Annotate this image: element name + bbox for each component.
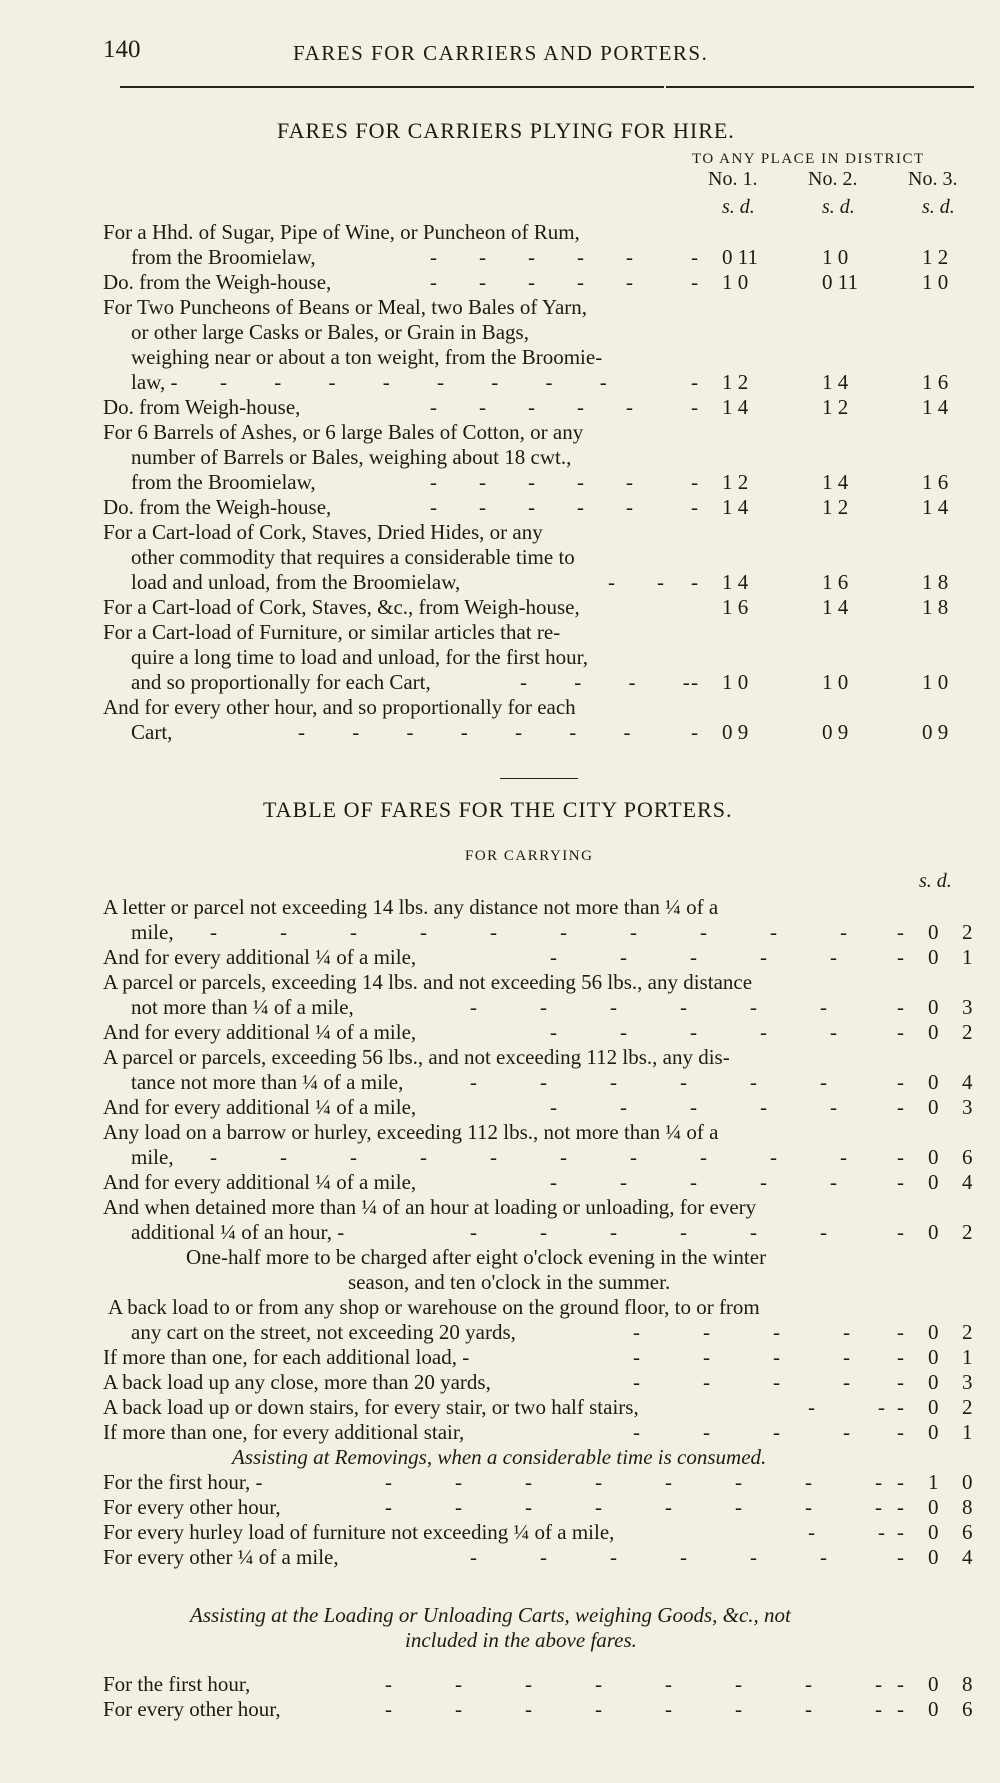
section-divider — [500, 778, 578, 779]
carrier-line: For a Hhd. of Sugar, Pipe of Wine, or Puncheon of Rum, — [103, 220, 580, 244]
fare-s: 0 — [928, 1345, 939, 1369]
leader-dash: - — [691, 470, 698, 494]
fare-cell: 1 0 — [722, 670, 749, 694]
fare-cell: 1 4 — [822, 470, 849, 494]
fare-s: 0 — [928, 1520, 939, 1544]
leader-dashes: - - - - - — [430, 495, 633, 519]
column-no-2: No. 2. — [808, 168, 858, 190]
fare-cell: 1 4 — [922, 395, 949, 419]
porter-line: And for every additional ¼ of a mile, — [103, 1095, 417, 1119]
fare-cell: 1 6 — [922, 370, 949, 394]
fare-cell: 0 9 — [922, 720, 949, 744]
carrier-line: quire a long time to load and unload, for the first hour, — [131, 645, 588, 669]
carrier-line: For Two Puncheons of Beans or Meal, two Bales of Yarn, — [103, 295, 588, 319]
leader-dashes: - - - - - - - - — [385, 1672, 882, 1696]
leader-dash: - — [897, 1672, 904, 1696]
fare-d: 6 — [962, 1520, 973, 1544]
porter-line: A letter or parcel not exceeding 14 lbs. any distance not more than ¼ of a — [103, 895, 719, 919]
leader-dashes: - - - - - — [430, 245, 633, 269]
carrier-line: other commodity that requires a considerable time to — [131, 545, 575, 569]
fare-cell: 0 9 — [822, 720, 849, 744]
fare-d: 3 — [962, 1370, 973, 1394]
fare-s: 0 — [928, 995, 939, 1019]
porter-line: For the first hour, — [103, 1672, 251, 1696]
leader-dash: - — [691, 395, 698, 419]
carrier-line: load and unload, from the Broomielaw, — [131, 570, 461, 594]
fare-cell: 1 0 — [822, 670, 849, 694]
fare-d: 2 — [962, 1395, 973, 1419]
leader-dash: - — [897, 1395, 904, 1419]
fare-d: 4 — [962, 1070, 973, 1094]
carrier-line: For a Cart-load of Cork, Staves, &c., from Weigh-house, — [103, 595, 580, 619]
fare-s: 0 — [928, 1672, 939, 1696]
leader-dashes: - - - - - - - - - - — [210, 920, 847, 944]
leader-dash: - — [897, 1170, 904, 1194]
fare-cell: 1 4 — [722, 570, 749, 594]
leader-dash: - — [897, 1420, 904, 1444]
fare-d: 0 — [962, 1470, 973, 1494]
running-title: FARES FOR CARRIERS AND PORTERS. — [293, 41, 709, 65]
fare-s: 0 — [928, 1420, 939, 1444]
unit-col-3: s. d. — [922, 196, 955, 218]
leader-dash: - — [897, 1470, 904, 1494]
fare-s: 0 — [928, 920, 939, 944]
fare-d: 1 — [962, 1345, 973, 1369]
porter-line: A back load up or down stairs, for every stair, or two half stairs, — [103, 1395, 639, 1419]
porter-note: One-half more to be charged after eight o'clock evening in the winter — [186, 1245, 767, 1269]
fare-cell: 1 2 — [822, 395, 849, 419]
fare-s: 0 — [928, 1220, 939, 1244]
carrier-line: Do. from Weigh-house, — [103, 395, 301, 419]
leader-dash: - — [897, 920, 904, 944]
porter-line: And when detained more than ¼ of an hour at loading or unloading, for every — [103, 1195, 757, 1219]
carrier-line: from the Broomielaw, — [131, 245, 316, 269]
column-no-1: No. 1. — [708, 168, 758, 190]
district-header: TO ANY PLACE IN DISTRICT — [692, 151, 925, 167]
porter-line: A back load up any close, more than 20 yards, — [103, 1370, 491, 1394]
fare-d: 3 — [962, 995, 973, 1019]
carrier-line: For 6 Barrels of Ashes, or 6 large Bales of Cotton, or any — [103, 420, 584, 444]
fare-cell: 1 4 — [922, 495, 949, 519]
fare-d: 2 — [962, 1320, 973, 1344]
fare-s: 0 — [928, 1070, 939, 1094]
leader-dashes: - - - - - - — [470, 1545, 827, 1569]
leader-dashes: - - - - - - - - — [220, 370, 607, 394]
leader-dashes: - - - - - — [550, 1170, 837, 1194]
fare-cell: 1 2 — [822, 495, 849, 519]
leader-dashes: - - - - — [520, 670, 690, 694]
porter-line: not more than ¼ of a mile, — [131, 995, 354, 1019]
carrier-line: Do. from the Weigh-house, — [103, 495, 332, 519]
leader-dash: - — [691, 495, 698, 519]
leader-dash: - — [897, 945, 904, 969]
carrier-line: from the Broomielaw, — [131, 470, 316, 494]
porter-line: any cart on the street, not exceeding 20 yards, — [131, 1320, 516, 1344]
leader-dashes: - - - - - — [430, 270, 633, 294]
leader-dashes: - - - - — [633, 1370, 850, 1394]
carrier-line: or other large Casks or Bales, or Grain in Bags, — [131, 320, 529, 344]
leader-dash: - — [691, 720, 698, 744]
porter-line: And for every additional ¼ of a mile, — [103, 1020, 417, 1044]
fare-s: 0 — [928, 1495, 939, 1519]
fare-cell: 1 6 — [722, 595, 749, 619]
fare-cell: 1 2 — [722, 470, 749, 494]
fare-cell: 0 9 — [722, 720, 749, 744]
carrier-line: law, - — [131, 370, 178, 394]
leader-dashes: - - - - - - - - — [385, 1495, 882, 1519]
fare-d: 8 — [962, 1495, 973, 1519]
porter-line: For every hurley load of furniture not exceeding ¼ of a mile, — [103, 1520, 615, 1544]
fare-d: 2 — [962, 920, 973, 944]
fare-d: 6 — [962, 1145, 973, 1169]
leader-dashes: - - - - - - — [470, 1070, 827, 1094]
leader-dashes: - - — [608, 570, 664, 594]
fare-s: 0 — [928, 1020, 939, 1044]
porters-title: TABLE OF FARES FOR THE CITY PORTERS. — [263, 797, 733, 822]
fare-cell: 1 2 — [922, 245, 949, 269]
porters-units: s. d. — [919, 870, 952, 892]
fare-d: 3 — [962, 1095, 973, 1119]
unit-col-2: s. d. — [822, 196, 855, 218]
fare-cell: 1 2 — [722, 370, 749, 394]
porter-line: If more than one, for every additional stair, — [103, 1420, 465, 1444]
leader-dashes: - - - - — [633, 1345, 850, 1369]
fare-s: 0 — [928, 1545, 939, 1569]
fare-s: 0 — [928, 1095, 939, 1119]
fare-cell: 1 0 — [722, 270, 749, 294]
leader-dash: - — [691, 370, 698, 394]
fare-cell: 1 8 — [922, 595, 949, 619]
leader-dashes: - - - - - — [550, 945, 837, 969]
fare-s: 0 — [928, 1320, 939, 1344]
fare-s: 0 — [928, 1697, 939, 1721]
carriers-title: FARES FOR CARRIERS PLYING FOR HIRE. — [277, 118, 735, 143]
porter-line: tance not more than ¼ of a mile, — [131, 1070, 404, 1094]
fare-s: 0 — [928, 1145, 939, 1169]
fare-cell: 1 4 — [722, 495, 749, 519]
leader-dash: - — [897, 1495, 904, 1519]
fare-d: 2 — [962, 1220, 973, 1244]
leader-dash: - — [897, 995, 904, 1019]
fare-cell: 1 4 — [722, 395, 749, 419]
leader-dash: - — [897, 1320, 904, 1344]
fare-d: 8 — [962, 1672, 973, 1696]
leader-dashes: - - - - - — [550, 1095, 837, 1119]
fare-s: 0 — [928, 945, 939, 969]
leader-dash: - — [897, 1095, 904, 1119]
loading-heading-cont: included in the above fares. — [405, 1628, 637, 1652]
carrier-line: weighing near or about a ton weight, from the Broomie- — [131, 345, 603, 369]
fare-cell: 0 11 — [822, 270, 858, 294]
porter-line: mile, — [131, 920, 174, 944]
porter-line: Any load on a barrow or hurley, exceeding 112 lbs., not more than ¼ of a — [103, 1120, 719, 1144]
fare-cell: 1 8 — [922, 570, 949, 594]
porter-line: A parcel or parcels, exceeding 56 lbs., and not exceeding 112 lbs., any dis- — [103, 1045, 730, 1069]
leader-dashes: - - - - - - — [470, 1220, 827, 1244]
carrier-line: and so proportionally for each Cart, — [131, 670, 431, 694]
porter-line: For the first hour, - — [103, 1470, 263, 1494]
leader-dash: - — [897, 1520, 904, 1544]
leader-dashes: - - - - - - - - — [385, 1697, 882, 1721]
fare-cell: 1 0 — [922, 670, 949, 694]
porter-line: For every other hour, — [103, 1495, 281, 1519]
porter-line: mile, — [131, 1145, 174, 1169]
fare-cell: 1 4 — [822, 595, 849, 619]
leader-dashes: - - - - - - - - - - — [210, 1145, 847, 1169]
porter-line: And for every additional ¼ of a mile, — [103, 945, 417, 969]
leader-dashes: - - - - - - - - — [385, 1470, 882, 1494]
fare-s: 1 — [928, 1470, 939, 1494]
leader-dashes: - - — [808, 1520, 885, 1544]
leader-dash: - — [897, 1070, 904, 1094]
leader-dash: - — [897, 1145, 904, 1169]
leader-dashes: - - - - - - - — [298, 720, 631, 744]
leader-dash: - — [897, 1697, 904, 1721]
leader-dash: - — [897, 1020, 904, 1044]
carrier-line: And for every other hour, and so proportionally for each — [103, 695, 576, 719]
carrier-line: Cart, — [131, 720, 173, 744]
fare-d: 6 — [962, 1697, 973, 1721]
page-number: 140 — [103, 36, 141, 63]
column-no-3: No. 3. — [908, 168, 958, 190]
fare-d: 2 — [962, 1020, 973, 1044]
fare-d: 1 — [962, 945, 973, 969]
leader-dashes: - - - - — [633, 1420, 850, 1444]
leader-dashes: - - - - — [633, 1320, 850, 1344]
leader-dashes: - - - - - — [430, 395, 633, 419]
leader-dash: - — [691, 245, 698, 269]
porter-line: If more than one, for each additional load, - — [103, 1345, 470, 1369]
fare-cell: 1 6 — [822, 570, 849, 594]
leader-dashes: - - — [808, 1395, 885, 1419]
porter-line: And for every additional ¼ of a mile, — [103, 1170, 417, 1194]
running-head — [103, 36, 709, 65]
porters-subtitle: FOR CARRYING — [465, 848, 594, 864]
porter-note: season, and ten o'clock in the summer. — [348, 1270, 671, 1294]
leader-dash: - — [691, 270, 698, 294]
fare-cell: 0 11 — [722, 245, 758, 269]
fare-cell: 1 6 — [922, 470, 949, 494]
fare-d: 4 — [962, 1170, 973, 1194]
carrier-line: number of Barrels or Bales, weighing about 18 cwt., — [131, 445, 572, 469]
leader-dashes: - - - - - — [430, 470, 633, 494]
leader-dashes: - - - - - — [550, 1020, 837, 1044]
fare-cell: 1 0 — [922, 270, 949, 294]
header-rule-left — [120, 86, 664, 88]
fare-cell: 1 4 — [822, 370, 849, 394]
unit-col-1: s. d. — [722, 196, 755, 218]
leader-dash: - — [691, 670, 698, 694]
leader-dash: - — [897, 1345, 904, 1369]
leader-dashes: - - - - - - — [470, 995, 827, 1019]
loading-heading: Assisting at the Loading or Unloading Carts, weighing Goods, &c., not — [190, 1603, 791, 1627]
porter-line: For every other ¼ of a mile, — [103, 1545, 339, 1569]
porter-line: additional ¼ of an hour, - — [131, 1220, 345, 1244]
removings-heading: Assisting at Removings, when a considerable time is consumed. — [232, 1445, 767, 1469]
fare-s: 0 — [928, 1395, 939, 1419]
fare-s: 0 — [928, 1370, 939, 1394]
carrier-line: Do. from the Weigh-house, — [103, 270, 332, 294]
porter-line: A parcel or parcels, exceeding 14 lbs. and not exceeding 56 lbs., any distance — [103, 970, 753, 994]
fare-d: 1 — [962, 1420, 973, 1444]
leader-dash: - — [691, 570, 698, 594]
fare-cell: 1 0 — [822, 245, 849, 269]
porter-line: For every other hour, — [103, 1697, 281, 1721]
fare-d: 4 — [962, 1545, 973, 1569]
carrier-line: For a Cart-load of Cork, Staves, Dried Hides, or any — [103, 520, 543, 544]
carrier-line: For a Cart-load of Furniture, or similar articles that re- — [103, 620, 561, 644]
leader-dash: - — [897, 1220, 904, 1244]
porter-line: A back load to or from any shop or warehouse on the ground floor, to or from — [108, 1295, 760, 1319]
leader-dash: - — [897, 1545, 904, 1569]
leader-dash: - — [897, 1370, 904, 1394]
fare-s: 0 — [928, 1170, 939, 1194]
header-rule-right — [666, 86, 974, 88]
